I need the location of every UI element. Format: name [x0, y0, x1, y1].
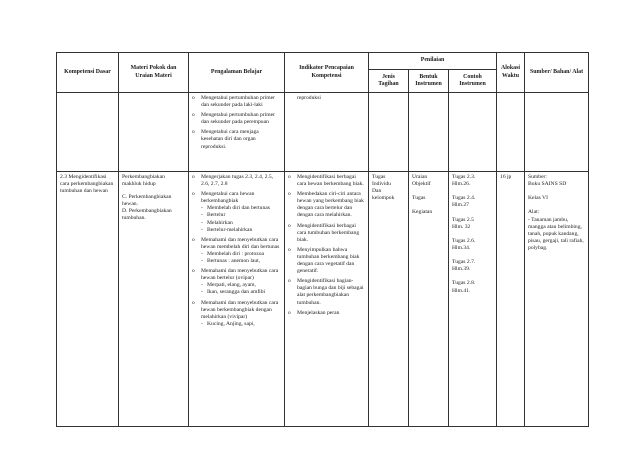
header-contoh: Contoh Instrumen	[449, 70, 497, 93]
sub-item: - Merpati, elang, ayam,	[201, 282, 281, 289]
sumber-line: Sumber:	[528, 174, 547, 180]
sub-item: - Kucing, Anjing, sapi,	[201, 321, 281, 328]
list-item-text: Memahami dan menyebutkan cara hewan bertelur (ovipar)	[201, 268, 279, 282]
row2-kompetensi-cell	[57, 172, 119, 427]
alokasi-text: 16 jp	[500, 174, 512, 180]
contoh-line: Tugas 2.8.	[452, 280, 476, 287]
list-item: o Mengetahui pertumbuhan primer dan sekunder pada laki-laki	[192, 95, 281, 109]
indikator-text: reproduksi	[297, 95, 321, 101]
sub-item: - Ikan, serangga dan amfibi	[201, 289, 281, 296]
sub-item: - Membelah diri : protozoa	[201, 251, 281, 258]
header-indikator: Indikator Pencapaian Kompetensi	[285, 53, 369, 93]
row1-alokasi-cell	[497, 93, 525, 172]
sub-item: - Membelah diri dan bertunas	[201, 205, 281, 212]
header-sumber: Sumber/ Bahan/ Alat	[525, 53, 589, 93]
list-item	[192, 237, 281, 265]
header-bentuk: Bentuk Instrumen	[409, 70, 449, 93]
contoh-line: Hlm. 32	[452, 223, 471, 230]
table-row	[57, 172, 589, 427]
materi-item: C. Perkembangbiakan hewan.	[122, 194, 172, 208]
sub-item: - Bertunas : anemon laut,	[201, 258, 281, 265]
row2-bentuk-cell	[409, 172, 449, 427]
row2-indikator-cell	[285, 172, 369, 427]
list-item: o Mengidentifikasi berbagai cara hewan berkembang biak.	[288, 174, 365, 188]
contoh-line: Tugas 2.5	[452, 216, 474, 223]
contoh-line: Hlm.34.	[452, 244, 471, 251]
bentuk-line: Uraian	[412, 174, 428, 180]
table-row	[57, 93, 589, 172]
contoh-line: Tugas 2.7.	[452, 259, 476, 266]
contoh-line: Tugas 2.3.	[452, 174, 476, 180]
row1-pengalaman-cell	[189, 93, 285, 172]
sumber-line	[528, 202, 585, 209]
list-item: o Menjelaskan peran	[288, 310, 365, 317]
sumber-line: Buku SAINS SD	[528, 181, 567, 188]
contoh-line: Hlm.39.	[452, 266, 471, 273]
contoh-line: Tugas 2.4.	[452, 195, 476, 202]
contoh-line: Tugas 2.6.	[452, 237, 476, 244]
bentuk-line: Kegiatan	[412, 209, 433, 216]
list-item: o Mengetahui cara menjaga kesehatan diri dan organ reproduksi.	[192, 129, 281, 150]
header-penilaian: Penilaian	[369, 53, 497, 70]
list-item-text: Mengetahui cara hewan berkembangbiak	[201, 191, 255, 205]
list-item-text: Mengerjakan tugas 2.3, 2.4, 2.5, 2.6, 2.7, 2.8	[201, 174, 274, 188]
jenis-line: Tugas	[372, 174, 386, 180]
bentuk-line: Tugas	[412, 195, 426, 202]
header-pengalaman: Pengalaman Belajar	[189, 53, 285, 93]
row1-kompetensi-cell	[57, 93, 119, 172]
sub-item: - Melahirkan	[201, 220, 281, 227]
bentuk-line: Objektif	[412, 181, 431, 188]
row2-jenis-cell	[369, 172, 409, 427]
row1-sumber-cell	[525, 93, 589, 172]
row1-bentuk-cell	[409, 93, 449, 172]
list-item	[192, 191, 281, 234]
header-alokasi: Alokasi Waktu	[497, 53, 525, 93]
contoh-line: Hlm.27	[452, 202, 469, 209]
list-item-text: Memahami dan menyebutkan cara hewan membelah diri dan bertunas	[201, 236, 280, 250]
contoh-line	[452, 273, 493, 280]
list-item	[192, 300, 281, 328]
list-item	[192, 174, 281, 188]
header-kompetensi: Kompetensi Dasar	[57, 53, 119, 93]
contoh-line	[452, 209, 493, 216]
contoh-line: Hlm.26.	[452, 181, 471, 188]
header-row-1	[57, 53, 589, 70]
jenis-line: Dan	[372, 188, 382, 195]
list-item: o Menyimpulkan bahwa tumbuhan berkembang biak dengan cara vegetatif dan generatif.	[288, 247, 365, 275]
jenis-line: kelompok	[372, 195, 395, 202]
list-item-text: Memahami dan menyebutkan cara hewan berkembangbiak dengan melahirkan (vivipar)	[201, 299, 279, 320]
row1-materi-cell	[119, 93, 189, 172]
bentuk-line	[412, 202, 445, 209]
jenis-line: Individu	[372, 181, 391, 188]
header-materi: Materi Pokok dan Uraian Materi	[119, 53, 189, 93]
syllabus-table	[56, 52, 589, 427]
row2-materi-cell	[119, 172, 189, 427]
row2-alokasi-cell	[497, 172, 525, 427]
list-item	[192, 268, 281, 296]
row1-contoh-cell	[449, 93, 497, 172]
contoh-line	[452, 231, 493, 238]
sumber-line: - Tanaman jambu, mangga atau belimbing, tanah, pupuk kandang, pisau, gergaji, tali rafiah, polybag.	[528, 216, 584, 251]
list-item: o Membedakan ciri-ciri antara hewan yang berkembang biak dengan cara bertelur dan dengan cara melahirkan.	[288, 191, 365, 219]
header-jenis: Jenis Tagihan	[369, 70, 409, 93]
materi-item: D. Perkembangbiakan tumbuhan.	[122, 208, 172, 222]
kompetensi-text: 2.3 Mengidentifikasi cara perkembangbiakan tumbuhan dan hewan	[60, 174, 114, 195]
list-item: o Mengetahui pertumbuhan primer dan sekunder pada perempuan	[192, 112, 281, 126]
row1-indikator-cell	[285, 93, 369, 172]
row2-contoh-cell	[449, 172, 497, 427]
materi-intro: Perkembangbiakan makhluk hidup	[122, 174, 165, 188]
list-item: o Mengidentifikasi berbagai cara tumbuhan berkembang biak.	[288, 223, 365, 244]
sumber-line: Kelas VI	[528, 195, 548, 202]
row2-pengalaman-cell	[189, 172, 285, 427]
contoh-line: Hlm.41.	[452, 287, 471, 294]
sub-item: - Bertelur	[201, 212, 281, 219]
contoh-line	[452, 188, 493, 195]
bentuk-line	[412, 188, 445, 195]
row1-jenis-cell	[369, 93, 409, 172]
sub-item: - Bertelur-melahirkan	[201, 227, 281, 234]
list-item: o Mengidentifikasi bagian-bagian bunga dan biji sebagai alat perkembangbiakan tumbuhan.	[288, 278, 365, 306]
contoh-line	[452, 252, 493, 259]
sumber-line: Alat:	[528, 209, 540, 216]
row2-sumber-cell	[525, 172, 589, 427]
sumber-line	[528, 188, 585, 195]
